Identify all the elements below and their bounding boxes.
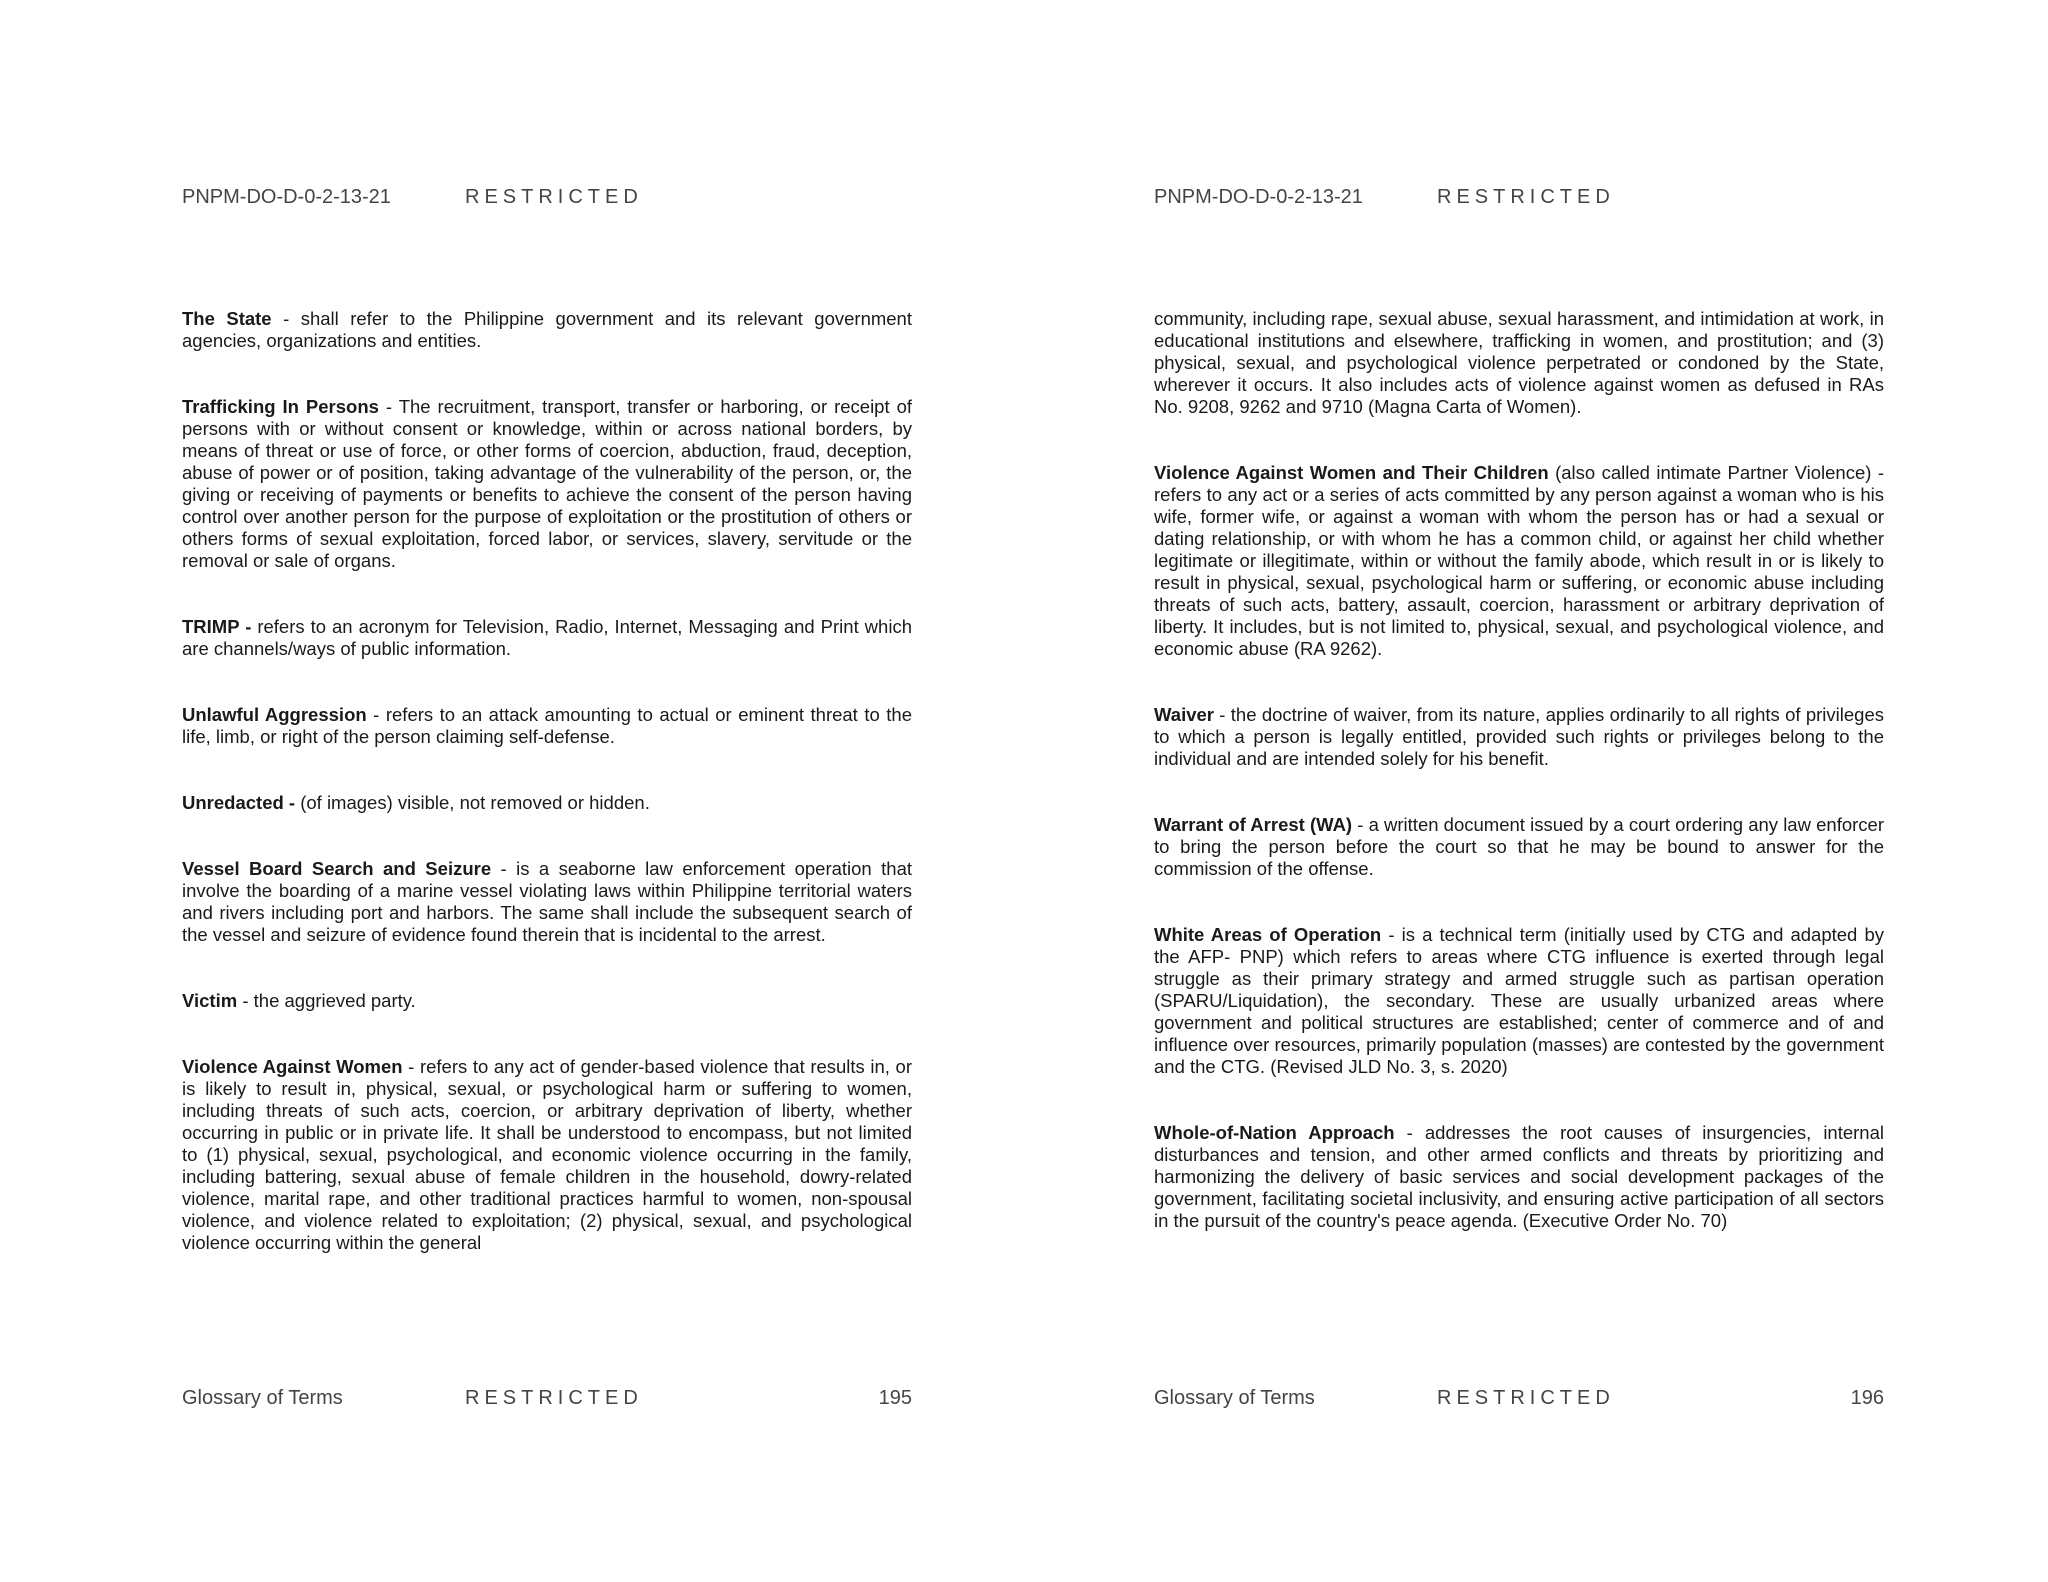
entry-term: White Areas of Operation	[1154, 924, 1382, 945]
entry-term: Warrant of Arrest (WA)	[1154, 814, 1353, 835]
entry-term: Unlawful Aggression	[182, 704, 367, 725]
glossary-entries	[1154, 308, 1884, 1276]
document-code: PNPM-DO-D-0-2-13-21	[1154, 186, 1363, 208]
glossary-entry: Violence Against Women - refers to any act of gender-based violence that results in, or is likely to result in, physical, sexual, or psychological harm or suffering to women, including threats of such acts, coercion, or arbitrary deprivation of liberty, whether occurring in public or in private life. It shall be understood to encompass, but not limited to (1) physical, sexual, psychological, and economic violence occurring in the family, including battering, sexual abuse of female children in the household, dowry-related violence, marital rape, and other traditional practices harmful to women, non-spousal violence, and violence related to exploitation; (2) physical, sexual, and psychological violence occurring within the general	[182, 1056, 912, 1253]
glossary-entry: White Areas of Operation - is a technical term (initially used by CTG and adapted by the AFP- PNP) which refers to areas where CTG influence is exerted through legal struggle as their primary strategy and armed struggle such as partisan operation (SPARU/Liquidation), the secondary. These are usually urbanized areas where government and political structures are established; center of commerce and of and influence over resources, primarily population (masses) are contested by the government and the CTG. (Revised JLD No. 3, s. 2020)	[1154, 924, 1884, 1077]
glossary-entries	[182, 308, 912, 1298]
entry-term: Violence Against Women	[182, 1056, 403, 1077]
classification-label: RESTRICTED	[1437, 186, 1615, 208]
entry-term: Unredacted -	[182, 792, 296, 813]
page-number: 196	[1850, 1387, 1884, 1409]
entry-definition: refers to an acronym for Television, Radio, Internet, Messaging and Print which are channels/ways of public information.	[182, 616, 912, 659]
entry-definition: community, including rape, sexual abuse, sexual harassment, and intimidation at work, in educational institutions and elsewhere, trafficking in women, and prostitution; and (3) physical, sexual, and psychological violence perpetrated or condoned by the State, wherever it occurs. It also includes acts of violence against women as defused in RAs No. 9208, 9262 and 9710 (Magna Carta of Women).	[1154, 308, 1884, 417]
entry-definition: refers to any act of gender-based violence that results in, or is likely to result in, physical, sexual, or psychological harm or suffering to women, including threats of such acts, coercion, or arbitrary deprivation of liberty, whether occurring in public or in private life. It shall be understood to encompass, but not limited to (1) physical, sexual, psychological, and economic violence occurring in the family, including battering, sexual abuse of female children in the household, dowry-related violence, marital rape, and other traditional practices harmful to women, non-spousal violence, and violence related to exploitation; (2) physical, sexual, and psychological violence occurring within the general	[182, 1056, 912, 1253]
entry-term: Vessel Board Search and Seizure	[182, 858, 492, 879]
entry-definition: is a seaborne law enforcement operation that involve the boarding of a marine vessel violating laws within Philippine territorial waters and rivers including port and harbors. The same shall include the subsequent search of the vessel and seizure of evidence found therein that is incidental to the arrest.	[182, 858, 912, 945]
page-header	[182, 186, 912, 212]
entry-definition: the doctrine of waiver, from its nature, applies ordinarily to all rights of privileges to which a person is legally entitled, provided such rights or privileges belong to the individual and are intended solely for his benefit.	[1154, 704, 1884, 769]
page-195	[182, 0, 912, 1582]
entry-definition: (of images) visible, not removed or hidden.	[300, 792, 650, 813]
entry-term: Violence Against Women and Their Children	[1154, 462, 1549, 483]
entry-definition: shall refer to the Philippine government and its relevant government agencies, organizations and entities.	[182, 308, 912, 351]
glossary-entry: Whole-of-Nation Approach - addresses the root causes of insurgencies, internal disturbances and tension, and other armed conflicts and threats by prioritizing and harmonizing the delivery of basic services and social development packages of the government, facilitating societal inclusivity, and ensuring active participation of all sectors in the pursuit of the country's peace agenda. (Executive Order No. 70)	[1154, 1122, 1884, 1231]
entry-term: Trafficking In Persons	[182, 396, 379, 417]
page-footer	[182, 1387, 912, 1413]
document-code: PNPM-DO-D-0-2-13-21	[182, 186, 391, 208]
entry-definition: is a technical term (initially used by CTG and adapted by the AFP- PNP) which refers to areas where CTG influence is exerted through legal struggle as their primary strategy and armed struggle such as partisan operation (SPARU/Liquidation), the secondary. These are usually urbanized areas where government and political structures are established; center of commerce and of and influence over resources, primarily population (masses) are contested by the government and the CTG. (Revised JLD No. 3, s. 2020)	[1154, 924, 1884, 1077]
glossary-entry: Unlawful Aggression - refers to an attack amounting to actual or eminent threat to the life, limb, or right of the person claiming self-defense.	[182, 704, 912, 747]
entry-definition: (also called intimate Partner Violence) - refers to any act or a series of acts committed by any person against a woman who is his wife, former wife, or against a woman with whom the person has or had a sexual or dating relationship, or with whom he has a common child, or against her child whether legitimate or illegitimate, within or without the family abode, which result in or is likely to result in physical, sexual, psychological harm or suffering, or economic abuse including threats of such acts, battery, assault, coercion, harassment or arbitrary deprivation of liberty. It includes, but is not limited to, physical, sexual, and psychological violence, and economic abuse (RA 9262).	[1154, 462, 1884, 659]
classification-label: RESTRICTED	[1437, 1387, 1615, 1409]
entry-definition: refers to an attack amounting to actual or eminent threat to the life, limb, or right of the person claiming self-defense.	[182, 704, 912, 747]
classification-label: RESTRICTED	[465, 186, 643, 208]
glossary-entry: The State - shall refer to the Philippine government and its relevant government agencies, organizations and entities.	[182, 308, 912, 351]
page-number: 195	[878, 1387, 912, 1409]
classification-label: RESTRICTED	[465, 1387, 643, 1409]
entry-term: Whole-of-Nation Approach	[1154, 1122, 1395, 1143]
glossary-entry	[182, 792, 912, 814]
glossary-entry: Warrant of Arrest (WA) - a written document issued by a court ordering any law enforcer to bring the person before the court so that he may be bound to answer for the commission of the offense.	[1154, 814, 1884, 879]
footer-title: Glossary of Terms	[182, 1387, 343, 1409]
page-196	[1154, 0, 1884, 1582]
glossary-entry-continuation	[1154, 308, 1884, 418]
glossary-entry: Trafficking In Persons - The recruitment, transport, transfer or harboring, or receipt of persons with or without consent or knowledge, within or across national borders, by means of threat or use of force, or other forms of coercion, abduction, fraud, deception, abuse of power or of position, taking advantage of the vulnerability of the person, or, the giving or receiving of payments or benefits to achieve the consent of the person having control over another person for the purpose of exploitation or the prostitution of others or others forms of sexual exploitation, forced labor, or services, slavery, servitude or the removal or sale of organs.	[182, 396, 913, 571]
entry-term: Waiver	[1154, 704, 1214, 725]
glossary-entry: Waiver - the doctrine of waiver, from its nature, applies ordinarily to all rights of privileges to which a person is legally entitled, provided such rights or privileges belong to the individual and are intended solely for his benefit.	[1154, 704, 1884, 769]
entry-definition: a written document issued by a court ordering any law enforcer to bring the person before the court so that he may be bound to answer for the commission of the offense.	[1154, 814, 1884, 879]
entry-definition: addresses the root causes of insurgencies, internal disturbances and tension, and other armed conflicts and threats by prioritizing and harmonizing the delivery of basic services and social development packages of the government, facilitating societal inclusivity, and ensuring active participation of all sectors in the pursuit of the country's peace agenda. (Executive Order No. 70)	[1154, 1122, 1884, 1231]
glossary-entry: Victim - the aggrieved party.	[182, 990, 416, 1011]
entry-term: The State	[182, 308, 272, 329]
entry-definition: The recruitment, transport, transfer or harboring, or receipt of persons with or without consent or knowledge, within or across national borders, by means of threat or use of force, or other forms of coercion, abduction, fraud, deception, abuse of power or of position, taking advantage of the vulnerability of the person, or, the giving or receiving of payments or benefits to achieve the consent of the person having control over another person for the purpose of exploitation or the prostitution of others or others forms of sexual exploitation, forced labor, or services, slavery, servitude or the removal or sale of organs.	[182, 396, 913, 571]
glossary-entry: Vessel Board Search and Seizure - is a seaborne law enforcement operation that involve the boarding of a marine vessel violating laws within Philippine territorial waters and rivers including port and harbors. The same shall include the subsequent search of the vessel and seizure of evidence found therein that is incidental to the arrest.	[182, 858, 912, 945]
entry-term: Victim	[182, 990, 238, 1011]
glossary-entry	[1154, 462, 1884, 660]
entry-definition: the aggrieved party.	[253, 990, 416, 1011]
entry-term: TRIMP -	[182, 616, 252, 637]
glossary-entry	[182, 616, 912, 660]
page-header	[1154, 186, 1884, 212]
page-footer	[1154, 1387, 1884, 1413]
footer-title: Glossary of Terms	[1154, 1387, 1315, 1409]
